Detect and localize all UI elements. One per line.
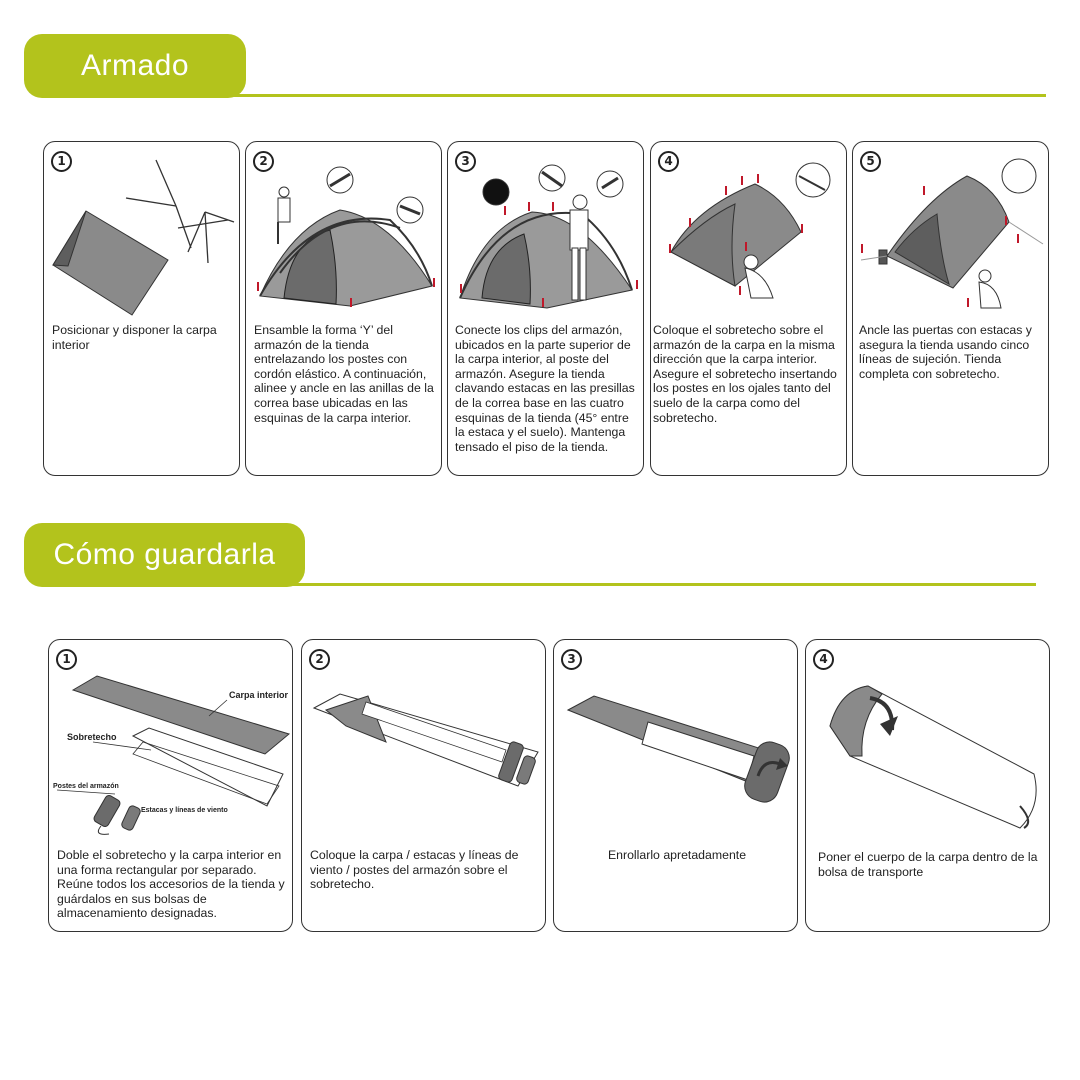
bag-illustration — [810, 646, 1048, 846]
label-sobretecho: Sobretecho — [67, 732, 117, 742]
section-divider — [290, 583, 1036, 586]
inner-tent-flat-illustration — [48, 148, 238, 323]
step-caption: Conecte los clips del armazón, ubicados en la parte superior de la carpa interior, al poste del armazón. Asegure la tienda clavando estacas en las presillas de la correa base en las cuatro esquinas de la tienda (45° entre la estaca y el suelo). Mantenga tensado el piso de la tienda. — [455, 323, 635, 454]
step-caption: Coloque el sobretecho sobre el armazón de la carpa en la misma dirección que la carpa interior. Asegure el sobretecho insertando los postes en los ojales tanto del suelo de la carpa como del sobretecho. — [653, 323, 837, 425]
step-number: 2 — [309, 649, 330, 670]
step-caption: Coloque la carpa / estacas y líneas de viento / postes del armazón sobre el sobretecho. — [310, 848, 519, 892]
rainfly-illustration — [655, 148, 845, 323]
section-divider — [230, 94, 1046, 97]
armado-step-4-card — [650, 141, 847, 476]
step-number: 1 — [51, 151, 72, 172]
step-caption: Enrollarlo apretadamente — [607, 848, 747, 862]
step-number: 1 — [56, 649, 77, 670]
finished-tent-illustration — [857, 148, 1047, 323]
guardar-step-4-card — [805, 639, 1050, 932]
step-number: 5 — [860, 151, 881, 172]
armado-step-2-card — [245, 141, 442, 476]
step-number: 4 — [813, 649, 834, 670]
fold-illustration — [53, 646, 291, 846]
section-title-armado — [24, 34, 246, 98]
step-caption: Poner el cuerpo de la carpa dentro de la bolsa de transporte — [818, 850, 1038, 879]
guardar-step-1-card — [48, 639, 293, 932]
armado-step-1-card — [43, 141, 240, 476]
guardar-step-2-card — [301, 639, 546, 932]
clip-and-stake-illustration — [452, 148, 642, 323]
label-postes: Postes del armazón — [53, 783, 119, 790]
step-number: 3 — [455, 151, 476, 172]
roll-illustration — [558, 646, 796, 846]
section-title-guardar-text: Cómo guardarla — [53, 538, 276, 571]
section-title-guardar — [24, 523, 305, 587]
step-caption: Ensamble la forma ‘Y’ del armazón de la tienda entrelazando los postes con cordón elástico. A continuación, alinee y ancle en las anillas de la correa base ubicadas en las esquinas de la carpa interior. — [254, 323, 434, 425]
label-carpa-interior: Carpa interior — [229, 690, 289, 700]
frame-assembly-illustration — [250, 148, 440, 323]
step-caption: Doble el sobretecho y la carpa interior en una forma rectangular por separado. Reúne todos los accesorios de la tienda y guárdalos en sus bolsas de almacenamiento designadas. — [57, 848, 285, 921]
step-number: 3 — [561, 649, 582, 670]
armado-step-5-card — [852, 141, 1049, 476]
section-title-armado-text: Armado — [80, 49, 190, 82]
stack-illustration — [306, 646, 544, 846]
step-number: 4 — [658, 151, 679, 172]
step-caption: Ancle las puertas con estacas y asegura la tienda usando cinco líneas de sujeción. Tienda completa con sobretecho. — [859, 323, 1032, 381]
step-caption: Posicionar y disponer la carpa interior — [52, 323, 217, 352]
label-estacas: Estacas y líneas de viento — [141, 807, 228, 814]
step-number: 2 — [253, 151, 274, 172]
armado-step-3-card — [447, 141, 644, 476]
guardar-step-3-card — [553, 639, 798, 932]
